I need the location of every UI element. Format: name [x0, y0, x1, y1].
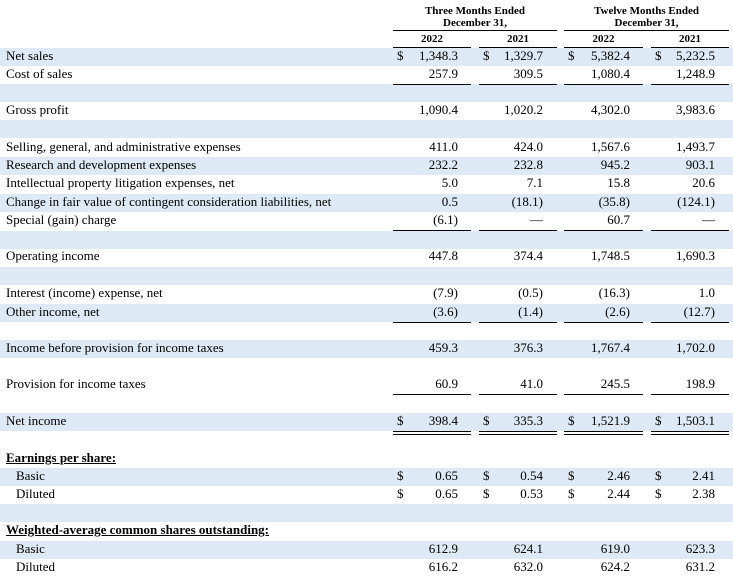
row-value: (12.7) [683, 304, 715, 319]
row-value: 1,348.3 [419, 48, 458, 63]
row-value: 1,090.4 [419, 102, 458, 117]
currency-symbol: $ [655, 413, 662, 428]
shares-value: 631.2 [685, 559, 715, 574]
total-rule [564, 431, 643, 432]
total-rule [479, 394, 557, 395]
row-label: Income before provision for income taxes [6, 340, 224, 355]
eps-value: 0.54 [520, 468, 543, 483]
total-rule [651, 394, 729, 395]
shares-value: 616.2 [428, 559, 458, 574]
row-value: 1,521.9 [591, 413, 630, 428]
currency-symbol: $ [397, 413, 404, 428]
currency-symbol: $ [483, 486, 490, 501]
currency-symbol: $ [397, 486, 404, 501]
total-rule [393, 230, 471, 231]
total-rule [479, 84, 557, 85]
row-value: 1,493.7 [676, 139, 715, 154]
row-value: 4,302.0 [591, 102, 630, 117]
currency-symbol: $ [483, 468, 490, 483]
row-value: (0.5) [518, 285, 543, 300]
row-value: 1,248.9 [676, 66, 715, 81]
row-value: 459.3 [428, 340, 458, 355]
row-value: 335.3 [513, 413, 543, 428]
year-col-1: 2022 [421, 33, 443, 45]
total-rule [564, 230, 643, 231]
row-shade [0, 84, 733, 102]
total-rule [479, 434, 557, 435]
row-value: 1,020.2 [504, 102, 543, 117]
shares-row-label: Basic [16, 541, 45, 556]
year-col-3: 2022 [592, 33, 615, 45]
eps-value: 2.38 [692, 486, 715, 501]
row-label: Cost of sales [6, 66, 73, 81]
row-value: 1,767.4 [591, 340, 630, 355]
header-twelve-months [564, 5, 729, 29]
row-label: Intellectual property litigation expenses, net [6, 175, 235, 190]
total-rule [651, 84, 729, 85]
row-value: (3.6) [433, 304, 458, 319]
row-value: 945.2 [600, 157, 630, 172]
total-rule [564, 322, 643, 323]
eps-row-label: Basic [16, 468, 45, 483]
row-value: (2.6) [605, 304, 630, 319]
total-rule [393, 394, 471, 395]
row-label: Selling, general, and administrative expenses [6, 139, 241, 154]
row-value: 5.0 [441, 175, 458, 190]
shares-value: 619.0 [600, 541, 630, 556]
currency-symbol: $ [483, 413, 490, 428]
row-value: 1.0 [698, 285, 715, 300]
total-rule [393, 434, 471, 435]
row-value: 398.4 [428, 413, 458, 428]
row-value: 41.0 [520, 376, 543, 391]
row-label: Change in fair value of contingent consideration liabilities, net [6, 194, 332, 209]
row-value: 903.1 [685, 157, 715, 172]
row-label: Gross profit [6, 102, 69, 117]
row-value: 198.9 [685, 376, 715, 391]
header-three-months-line2: December 31, [443, 17, 507, 29]
currency-symbol: $ [483, 48, 490, 63]
eps-value: 0.65 [435, 486, 458, 501]
eps-value: 2.41 [692, 468, 715, 483]
total-rule [564, 434, 643, 435]
row-value: 374.4 [513, 248, 543, 263]
total-rule [393, 431, 471, 432]
header-rule [564, 30, 729, 31]
row-value: 60.7 [607, 212, 630, 227]
row-value: (7.9) [433, 285, 458, 300]
eps-value: 0.53 [520, 486, 543, 501]
header-three-months-line1: Three Months Ended [424, 5, 526, 17]
eps-value: 0.65 [435, 468, 458, 483]
row-value: 5,232.5 [676, 48, 715, 63]
row-value: 245.5 [600, 376, 630, 391]
eps-value: 2.44 [607, 486, 630, 501]
row-shade [0, 231, 733, 249]
header-rule [393, 30, 557, 31]
total-rule [479, 230, 557, 231]
row-value: 5,382.4 [591, 48, 630, 63]
eps-row-label: Diluted [16, 486, 55, 501]
row-value: 447.8 [428, 248, 458, 263]
total-rule [479, 322, 557, 323]
currency-symbol: $ [568, 486, 575, 501]
row-value: 424.0 [513, 139, 543, 154]
row-label: Interest (income) expense, net [6, 285, 163, 300]
row-label: Provision for income taxes [6, 376, 146, 391]
row-shade [0, 504, 733, 522]
total-rule [564, 84, 643, 85]
row-value: — [702, 212, 715, 227]
row-label: Net income [6, 413, 67, 428]
row-label: Net sales [6, 48, 54, 63]
row-value: 1,567.6 [591, 139, 630, 154]
row-value: 0.5 [441, 194, 458, 209]
currency-symbol: $ [568, 413, 575, 428]
row-value: (124.1) [677, 194, 715, 209]
row-value: 376.3 [513, 340, 543, 355]
currency-symbol: $ [568, 468, 575, 483]
row-value: — [530, 212, 543, 227]
row-shade [0, 120, 733, 138]
row-value: (16.3) [598, 285, 630, 300]
row-label: Other income, net [6, 304, 100, 319]
total-rule [564, 394, 643, 395]
row-value: 1,329.7 [504, 48, 543, 63]
shares-value: 624.1 [513, 541, 543, 556]
total-rule [479, 431, 557, 432]
row-value: 1,702.0 [676, 340, 715, 355]
row-value: 411.0 [429, 139, 458, 154]
total-rule [651, 434, 729, 435]
total-rule [651, 230, 729, 231]
shares-value: 624.2 [600, 559, 630, 574]
row-value: 20.6 [692, 175, 715, 190]
currency-symbol: $ [568, 48, 575, 63]
total-rule [651, 322, 729, 323]
currency-symbol: $ [397, 468, 404, 483]
shares-value: 612.9 [428, 541, 458, 556]
row-shade [0, 267, 733, 285]
row-value: 15.8 [607, 175, 630, 190]
row-value: 60.9 [435, 376, 458, 391]
shares-value: 623.3 [685, 541, 715, 556]
year-col-2: 2021 [507, 33, 529, 45]
row-value: 1,690.3 [676, 248, 715, 263]
row-value: 7.1 [526, 175, 543, 190]
row-label: Special (gain) charge [6, 212, 117, 227]
currency-symbol: $ [655, 468, 662, 483]
shares-title: Weighted-average common shares outstanding: [6, 522, 270, 537]
row-label: Research and development expenses [6, 157, 197, 172]
row-value: (18.1) [511, 194, 543, 209]
row-value: (1.4) [518, 304, 543, 319]
row-value: 1,748.5 [591, 248, 630, 263]
header-three-months [393, 5, 557, 29]
row-value: 257.9 [428, 66, 458, 81]
shares-value: 632.0 [513, 559, 543, 574]
row-value: 3,983.6 [676, 102, 715, 117]
shares-row-label: Diluted [16, 559, 55, 574]
total-rule [651, 431, 729, 432]
row-value: 1,080.4 [591, 66, 630, 81]
currency-symbol: $ [397, 48, 404, 63]
row-value: 232.2 [428, 157, 458, 172]
row-value: 232.8 [513, 157, 543, 172]
year-col-4: 2021 [679, 33, 701, 45]
row-value: (35.8) [598, 194, 630, 209]
row-value: (6.1) [433, 212, 458, 227]
header-twelve-months-line1: Twelve Months Ended [594, 5, 699, 17]
row-value: 309.5 [513, 66, 543, 81]
total-rule [393, 322, 471, 323]
header-twelve-months-line2: December 31, [614, 17, 679, 29]
eps-title: Earnings per share: [6, 450, 117, 465]
row-label: Operating income [6, 248, 100, 263]
currency-symbol: $ [655, 48, 662, 63]
row-value: 1,503.1 [676, 413, 715, 428]
total-rule [393, 84, 471, 85]
currency-symbol: $ [655, 486, 662, 501]
eps-value: 2.46 [607, 468, 630, 483]
